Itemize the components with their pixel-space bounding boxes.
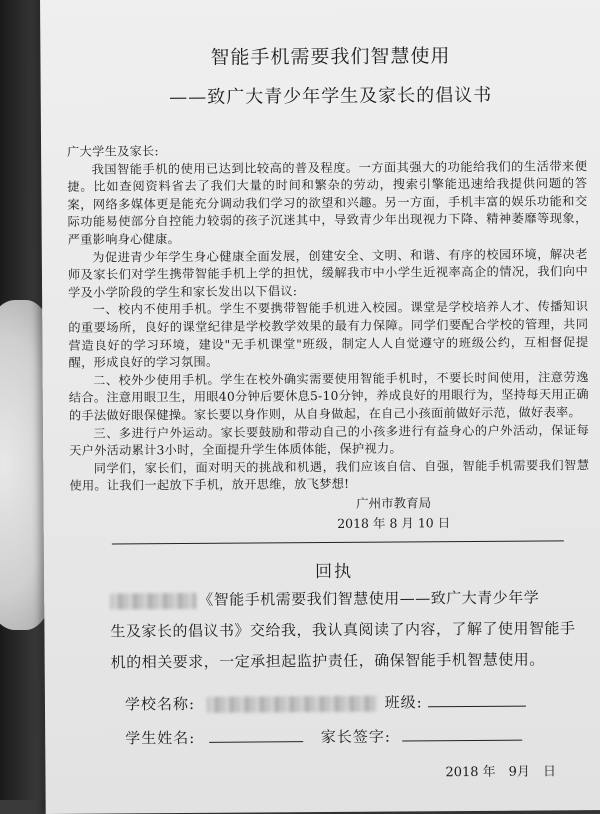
receipt-title: 回执 [314,561,354,583]
receipt-line-2: 生及家长的倡议书》交给我，我认真阅读了内容，了解了使用智能手 [110,619,576,641]
school-label: 学校名称: [124,694,196,714]
letter-greeting: 广大学生及家长: [67,144,159,159]
class-label: 班级: [384,693,423,712]
document-sheet [40,0,600,814]
class-field[interactable] [428,692,526,708]
issuer-name: 广州市教育局 [355,495,432,511]
student-name-field[interactable] [209,727,303,743]
letter-body [67,140,589,495]
redacted-name [110,593,196,610]
letter-paragraph-5: 三、多进行户外运动。家长要鼓励和带动自己的小孩多进行有益身心的户外活动，保证每天户外活动累计3小时，全面提升学生体质体能，保护视力。 [69,422,590,458]
student-parent-row [125,725,523,749]
student-label: 学生姓名: [125,728,196,748]
school-class-row [125,691,527,715]
document-subtitle: ——致广大青少年学生及家长的倡议书 [169,84,493,109]
issue-date: 2018 年 8 月 10 日 [337,515,451,531]
letter-paragraph-4: 二、校外少使用手机。学生在校外确实需要使用智能手机时，不要长时间使用，注意劳逸结合。注意用眼卫生，用眼40分钟后要休息5-10分钟，养成良好的用眼行为，坚持每天用正确的手法做好眼保健操。家长要以身作则，从自身做起，在自己小孩面前做好示范，做好表率。 [68,369,589,423]
receipt-body [110,582,591,678]
receipt-date: 2018 年 9月 日 [445,764,556,781]
letter-paragraph-6: 同学们，家长们，面对明天的挑战和机遇，我们应该自信、自强，智能手机需要我们智慧使用。让我们一起放下手机，放开思维，放飞梦想! [69,457,590,494]
letter-paragraph-2: 为促进青少年学生身心健康全面发展，创建安全、文明、和谐、有序的校园环境，解决老师及家长们对学生携带智能手机上学的担忧，缓解我市中小学生近视率高企的情况，我们向中学及小学阶段的学生和家长发出以下倡议: [67,246,588,300]
letter-paragraph-1: 我国智能手机的使用已达到比较高的普及程度。一方面其强大的功能给我们的生活带来便捷。比如查阅资料省去了我们大量的时间和繁杂的劳动，搜索引擎能迅速给我提供问题的答案，网络多媒体更是能充分调动我们学习的欲望和兴趣。另一方面，手机丰富的娱乐功能和交际功能易使部分自控能力较弱的孩子沉迷其中，导致青少年出现视力下降、精神萎靡等现象，严重影响身心健康。 [67,158,588,247]
redacted-school [207,696,377,713]
section-divider [112,540,564,544]
letter-paragraph-3: 一、校内不使用手机。学生不要携带智能手机进入校园。课堂是学校培养人才、传播知识的重要场所，良好的课堂纪律是学校教学效果的最有力保障。同学们要配合学校的管理，共同营造良好的学习环境，建设"无手机课堂"班级，制定人人自觉遵守的班级公约，互相督促提醒，形成良好的学习氛围。 [68,299,589,370]
document-title: 智能手机需要我们智慧使用 [210,45,451,69]
parent-label: 家长签字: [320,727,391,747]
parent-signature-field[interactable] [403,726,523,742]
receipt-line-1: 《智能手机需要我们智慧使用——致广大青少年学 [110,582,590,616]
receipt-line-3: 机的相关要求，一定承担起监护责任，确保智能手机智慧使用。 [110,650,545,672]
